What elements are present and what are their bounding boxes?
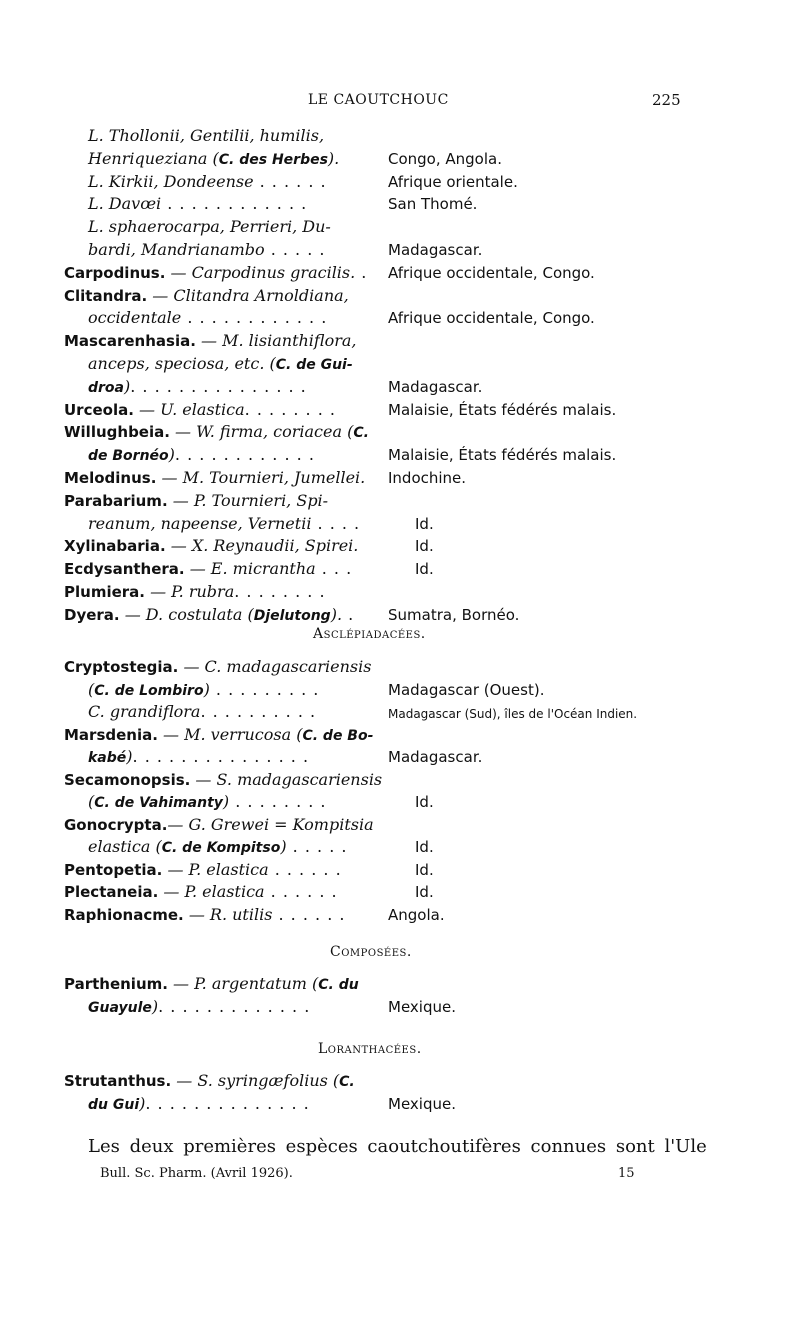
species-name: — D. costulata ( xyxy=(119,604,254,624)
genus-name: Willughbeia. xyxy=(64,423,170,442)
species-name: bardi, Mandrianambo xyxy=(88,240,265,259)
genus-name: Parthenium. xyxy=(64,975,168,993)
section-heading-asclepiadacees: Asclépiadacées. xyxy=(313,626,426,642)
leader-dots: . . . . . . xyxy=(264,882,338,901)
genus-name: Dyera. xyxy=(64,605,120,624)
punctuation: ) xyxy=(280,837,287,856)
leader-dots: . . . . . . . . . . . . xyxy=(174,445,315,465)
entry-text xyxy=(64,860,342,880)
species-name: — Clitandra Arnoldiana, xyxy=(147,285,349,305)
species-name: — S. madagascariensis xyxy=(190,769,383,789)
entry-text xyxy=(88,747,309,768)
entry-text xyxy=(64,286,349,306)
leader-dots: . . . . . . . . . . . . xyxy=(161,194,308,214)
entry-text xyxy=(88,308,327,328)
entry-text xyxy=(64,582,326,602)
region: Afrique occidentale, Congo. xyxy=(388,263,595,282)
entry-text xyxy=(64,605,354,626)
species-name: L. Davœi xyxy=(88,194,162,214)
region: Madagascar. xyxy=(388,748,483,766)
entry-text xyxy=(88,1094,310,1115)
genus-name: Plectaneia. xyxy=(64,883,159,901)
species-name: — P. rubra xyxy=(144,582,235,601)
leader-dots: . . . . . . xyxy=(253,171,327,191)
genus-name: Secamonopsis. xyxy=(64,770,191,789)
region: Sumatra, Bornéo. xyxy=(388,605,520,624)
leader-dots: . . . . . . . . . . . . . xyxy=(158,996,311,1016)
entry-text xyxy=(64,400,336,420)
species-name: occidentale xyxy=(88,308,182,328)
genus-name: Gonocrypta. xyxy=(64,815,168,834)
species-name: — M. Tournieri, Jumellei. xyxy=(156,468,366,487)
entry-text xyxy=(88,354,353,375)
species-name: C. grandiflora xyxy=(88,702,201,721)
common-name: C. de Lombiro xyxy=(94,682,204,699)
entry-text xyxy=(88,997,310,1018)
genus-name: Pentopetia. xyxy=(64,860,163,879)
leader-dots: . . . . . . . . . . xyxy=(200,702,317,721)
region: Madagascar (Ouest). xyxy=(388,680,545,699)
punctuation: ) xyxy=(139,1093,146,1113)
entry-text xyxy=(64,559,352,579)
leader-dots: . . . . . . . . . . . . . . . xyxy=(132,747,310,766)
genus-name: Carpodinus. xyxy=(64,263,166,282)
species-name: L. Thollonii, Gentilii, humilis, xyxy=(88,126,325,145)
entry-text xyxy=(88,837,347,858)
genus-name: Cryptostegia. xyxy=(64,658,179,676)
genus-name: Parabarium. xyxy=(64,491,168,510)
footer-signature-number: 15 xyxy=(618,1166,635,1181)
leader-dots: . . . . . . . . . . . . xyxy=(181,308,328,328)
leader-dots: . . . . . xyxy=(264,240,326,259)
leader-dots: . . . . . . xyxy=(268,859,342,879)
entry-text xyxy=(88,172,327,192)
leader-dots: . . . . . . . . xyxy=(229,792,327,811)
entry-text xyxy=(88,377,307,398)
region: Afrique occidentale, Congo. xyxy=(388,309,595,328)
punctuation: ) xyxy=(168,445,175,465)
genus-name: Xylinabaria. xyxy=(64,537,166,556)
punctuation: ) xyxy=(126,747,133,766)
region: Madagascar. xyxy=(388,377,483,396)
region: Angola. xyxy=(388,905,445,924)
species-name: — M. verrucosa ( xyxy=(157,724,303,744)
species-name: reanum, napeense, Vernetii xyxy=(88,513,312,533)
region: Id. xyxy=(415,514,434,533)
region: San Thomé. xyxy=(388,195,478,214)
leader-dots: . . . . xyxy=(311,513,361,533)
entry-text xyxy=(88,217,331,237)
species-name: — U. elastica xyxy=(133,399,245,419)
leader-dots: . . . . . . . . . xyxy=(209,679,320,699)
genus-name: Strutanthus. xyxy=(64,1072,172,1090)
punctuation: ) xyxy=(124,376,131,396)
common-name: C. de Vahimanty xyxy=(94,795,223,811)
leader-dots: . . . . . . . . xyxy=(234,582,326,601)
section-heading-loranthacees: Loranthacées. xyxy=(318,1041,422,1057)
leader-dots: . . . xyxy=(315,559,353,579)
entry-text xyxy=(88,702,316,722)
common-name: Djelutong xyxy=(253,607,331,624)
leader-dots: . xyxy=(342,604,355,624)
entry-text xyxy=(88,792,327,813)
species-name: ( xyxy=(88,679,95,699)
common-name: C. des Herbes xyxy=(218,151,328,168)
region: Id. xyxy=(415,537,434,556)
species-name: — X. Reynaudii, Spirei. xyxy=(165,536,359,556)
region: Mexique. xyxy=(388,1094,456,1113)
entry-text xyxy=(88,149,339,170)
region: Malaisie, États fédérés malais. xyxy=(388,400,617,419)
running-header: LE CAOUTCHOUC xyxy=(308,92,449,108)
leader-dots: . . . . . . xyxy=(272,904,346,924)
region: Id. xyxy=(415,883,434,901)
common-name: C. de Bo- xyxy=(302,727,374,744)
species-name: — Carpodinus gracilis. xyxy=(165,262,356,282)
region: Mexique. xyxy=(388,997,456,1016)
entry-text xyxy=(88,514,360,534)
species-name: — S. syringæfolius ( xyxy=(171,1071,340,1090)
leader-dots: . xyxy=(355,262,368,282)
genus-name: Raphionacme. xyxy=(64,905,184,924)
common-name: C. de Kompitso xyxy=(161,840,281,856)
common-name: C. xyxy=(339,1074,355,1090)
leader-dots: . . . . . xyxy=(286,837,348,856)
common-name: de Bornéo xyxy=(88,448,169,465)
common-name: C. du xyxy=(318,977,359,993)
entry-text xyxy=(64,468,365,488)
species-name: elastica ( xyxy=(88,837,162,856)
region: Id. xyxy=(415,793,434,811)
region: Id. xyxy=(415,560,434,579)
footer-citation: Bull. Sc. Pharm. (Avril 1926). xyxy=(100,1166,293,1181)
species-name: — P. elastica xyxy=(158,882,265,901)
region: Id. xyxy=(415,838,434,856)
common-name: du Gui xyxy=(88,1096,140,1113)
entry-text xyxy=(64,657,371,677)
region: Madagascar. xyxy=(388,241,483,259)
punctuation: ) xyxy=(203,679,210,699)
entry-text xyxy=(64,882,338,902)
species-name: — E. micrantha xyxy=(184,559,316,579)
entry-text xyxy=(64,422,369,443)
entry-text xyxy=(88,126,324,146)
species-name: — G. Grewei = Kompitsia xyxy=(167,814,374,834)
entry-text xyxy=(64,770,382,790)
species-name: L. Kirkii, Dondeense xyxy=(88,171,254,191)
region: Id. xyxy=(415,860,434,879)
entry-text xyxy=(64,536,358,556)
common-name: droa xyxy=(88,379,124,396)
entry-text xyxy=(64,1071,355,1092)
punctuation: ) xyxy=(151,996,159,1016)
species-name: — C. madagascariensis xyxy=(178,657,372,676)
entry-text xyxy=(88,194,307,214)
species-name: L. sphaerocarpa, Perrieri, Du- xyxy=(88,217,331,237)
entry-text xyxy=(64,331,357,351)
section-heading-composees: Composées. xyxy=(330,944,412,960)
entry-text xyxy=(64,263,367,283)
region: Afrique orientale. xyxy=(388,172,518,191)
genus-name: Melodinus. xyxy=(64,469,157,487)
region: Madagascar (Sud), îles de l'Océan Indien. xyxy=(388,707,638,721)
species-name: — R. utilis xyxy=(183,904,273,924)
genus-name: Clitandra. xyxy=(64,286,148,305)
species-name: Henriqueziana ( xyxy=(88,148,219,168)
leader-dots: . . . . . . . . . . . . . . xyxy=(145,1093,310,1113)
punctuation: ). xyxy=(330,604,343,624)
species-name: anceps, speciosa, etc. ( xyxy=(88,354,276,373)
species-name: — M. lisianthiflora, xyxy=(195,331,357,351)
entry-text xyxy=(64,905,345,925)
species-name: — P. elastica xyxy=(162,859,269,879)
entry-text xyxy=(64,491,328,511)
species-name: — P. Tournieri, Spi- xyxy=(167,490,329,510)
punctuation: ) xyxy=(222,792,230,811)
common-name: kabé xyxy=(88,750,127,766)
entry-text xyxy=(64,974,359,995)
entry-text xyxy=(64,725,373,746)
body-sentence: Les deux premières espèces caoutchoutifères connues sont l'Ule xyxy=(88,1136,707,1157)
leader-dots: . . . . . . . . xyxy=(244,399,336,419)
genus-name: Urceola. xyxy=(64,400,134,419)
leader-dots: . . . . . . . . . . . . . . . xyxy=(130,376,307,396)
genus-name: Marsdenia. xyxy=(64,725,158,744)
common-name: C. de Gui- xyxy=(275,357,353,373)
genus-name: Plumiera. xyxy=(64,583,145,601)
region: Indochine. xyxy=(388,469,467,487)
entry-text xyxy=(88,680,319,701)
entry-text xyxy=(64,815,374,835)
species-name: — P. argentatum ( xyxy=(167,974,319,993)
common-name: Guayule xyxy=(88,999,152,1016)
punctuation: ). xyxy=(327,148,340,168)
species-name: ( xyxy=(88,792,95,811)
entry-text xyxy=(88,445,315,466)
page-number: 225 xyxy=(652,91,681,109)
genus-name: Mascarenhasia. xyxy=(64,332,196,351)
species-name: — W. firma, coriacea ( xyxy=(169,422,354,442)
entry-text xyxy=(88,240,325,260)
genus-name: Ecdysanthera. xyxy=(64,560,185,579)
common-name: C. xyxy=(353,425,369,442)
region: Congo, Angola. xyxy=(388,149,502,168)
region: Malaisie, États fédérés malais. xyxy=(388,446,617,465)
